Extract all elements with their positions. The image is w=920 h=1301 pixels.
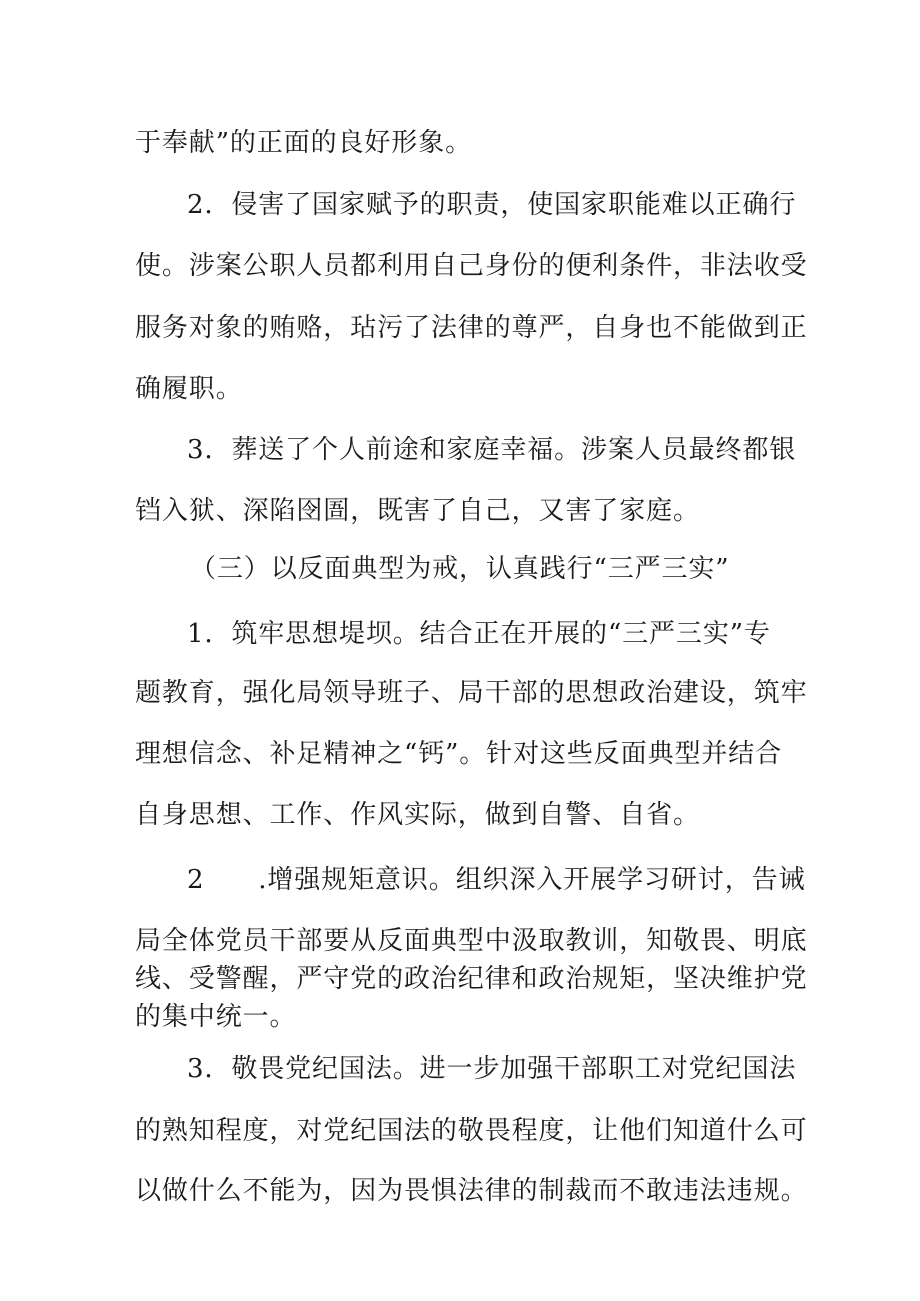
text-line: 自身思想、工作、作风实际，做到自警、自省。 [135, 800, 700, 830]
text-line: 于奉献”的正面的良好形象。 [135, 128, 472, 158]
text-line: 的集中统一。 [135, 1002, 297, 1032]
text-line: 以做什么不能为，因为畏惧法律的制裁而不敢违法违规。 [135, 1176, 808, 1206]
text-line: 题教育，强化局领导班子、局干部的思想政治建设，筑牢 [135, 678, 808, 708]
text-line: 3．敬畏党纪国法。进一步加强干部职工对党纪国法 [187, 1054, 797, 1084]
text-line: 确履职。 [135, 374, 243, 404]
text-line: 1．筑牢思想堤坝。结合正在开展的“三严三实”专 [187, 619, 771, 649]
text-line: 线、受警醒，严守党的政治纪律和政治规矩，坚决维护党 [135, 964, 808, 994]
section-heading: （三）以反面典型为戒，认真践行“三严三实” [190, 554, 730, 584]
text-line: 2 .增强规矩意识。组织深入开展学习研讨，告诫 [187, 865, 806, 895]
text-line: 的熟知程度，对党纪国法的敬畏程度，让他们知道什么可 [135, 1116, 808, 1146]
text-line: 使。涉案公职人员都利用自己身份的便利条件，非法收受 [135, 251, 808, 281]
text-line: 铛入狱、深陷囹圄，既害了自己，又害了家庭。 [135, 496, 700, 526]
text-line: 服务对象的贿赂，玷污了法律的尊严，自身也不能做到正 [135, 313, 808, 343]
text-line: 理想信念、补足精神之“钙”。针对这些反面典型并结合 [135, 739, 783, 769]
text-line: 3．葬送了个人前途和家庭幸福。涉案人员最终都银 [187, 435, 797, 465]
text-line: 局全体党员干部要从反面典型中汲取教训，知敬畏、明底 [135, 926, 808, 956]
text-line: 2．侵害了国家赋予的职责，使国家职能难以正确行 [187, 190, 797, 220]
